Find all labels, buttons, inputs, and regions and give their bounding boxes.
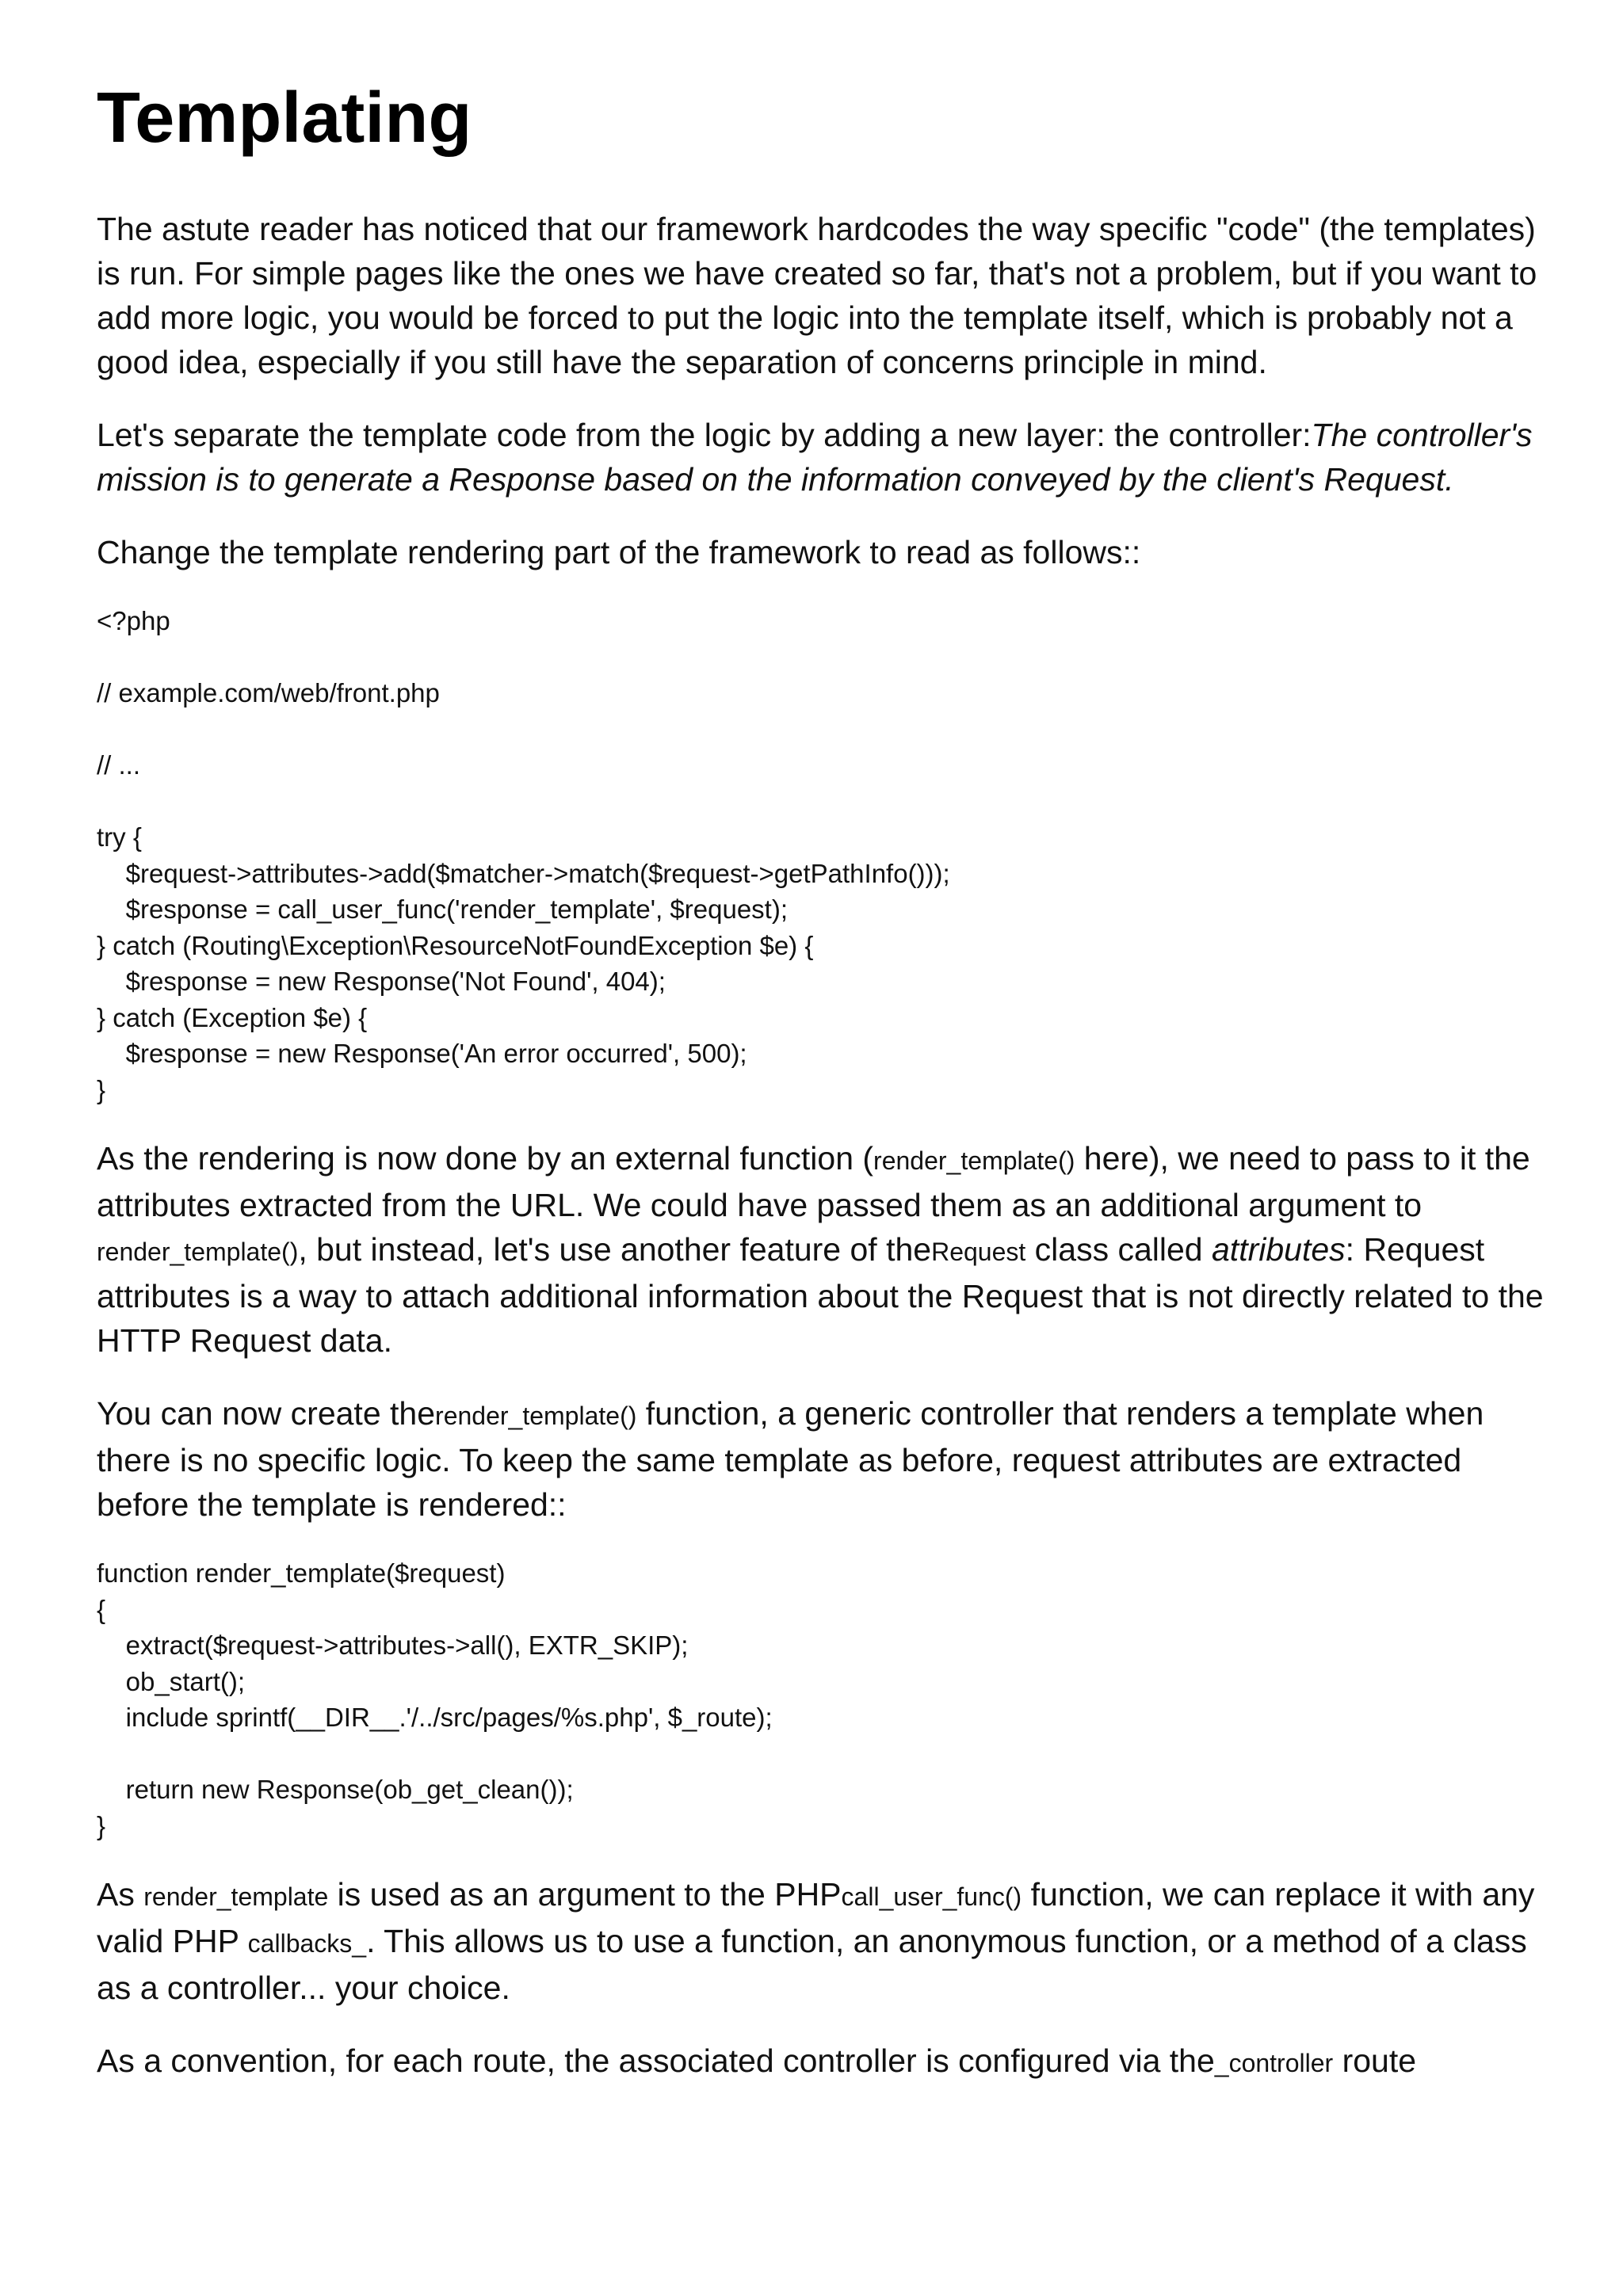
intro-paragraph: The astute reader has noticed that our framework hardcodes the way specific "code" (the templates) is run. For simple pages like the ones we have created so far, that's not a problem, but if you want to add more logic, you would be forced to put the logic into the template itself, which is probably not a good idea, especially if you still have the separation of concerns principle in mind. bbox=[97, 211, 1537, 380]
inline-code: render_template() bbox=[873, 1146, 1075, 1175]
text-run: As the rendering is now done by an external function ( bbox=[97, 1140, 874, 1177]
render-template-code-block bbox=[97, 1555, 1547, 1844]
inline-code: render_template bbox=[143, 1882, 329, 1911]
code-line: // ... bbox=[97, 750, 141, 780]
page-title: Templating bbox=[97, 78, 472, 158]
code-line: $request->attributes->add($matcher->match($request->getPathInfo())); bbox=[97, 858, 950, 888]
code-line: function render_template($request) bbox=[97, 1558, 506, 1588]
text-run: is used as an argument to the PHP bbox=[328, 1876, 842, 1913]
code-line: } bbox=[97, 1074, 106, 1104]
code-line: try { bbox=[97, 822, 142, 852]
inline-code: render_template() bbox=[97, 1238, 299, 1266]
code-line: } catch (Routing\Exception\ResourceNotFoundException $e) { bbox=[97, 930, 814, 960]
convention-paragraph bbox=[97, 2039, 1547, 2085]
code-line: return new Response(ob_get_clean()); bbox=[97, 1775, 574, 1804]
text-run: function, a generic controller that renders a template when there is no specific logic. To keep the same template as before, request attributes are extracted before the template is rendered:: bbox=[97, 1395, 1484, 1523]
code-line: <?php bbox=[97, 606, 170, 635]
front-controller-code-block bbox=[97, 603, 1547, 1108]
render-template-paragraph bbox=[97, 1391, 1547, 1527]
code-line: include sprintf(__DIR__.'/../src/pages/%s.php', $_route); bbox=[97, 1703, 773, 1732]
code-line: extract($request->attributes->all(), EXTR_SKIP); bbox=[97, 1630, 689, 1660]
code-line: } bbox=[97, 1810, 106, 1840]
attributes-paragraph bbox=[97, 1136, 1547, 1363]
inline-code: _controller bbox=[1214, 2049, 1334, 2077]
code-line: $response = new Response('Not Found', 404); bbox=[97, 967, 666, 996]
change-instruction-paragraph: Change the template rendering part of the framework to read as follows:: bbox=[97, 534, 1141, 570]
text-run: function, we can replace it with any valid PHP bbox=[97, 1876, 1535, 1959]
code-line: { bbox=[97, 1594, 106, 1624]
text-run: As a convention, for each route, the associated controller is configured via the bbox=[97, 2042, 1215, 2079]
controller-paragraph bbox=[97, 413, 1547, 502]
inline-code: call_user_func() bbox=[841, 1882, 1022, 1911]
code-line: ob_start(); bbox=[97, 1666, 246, 1696]
controller-definition: The controller's mission is to generate a Response based on the information conveyed by the client's Request. bbox=[97, 417, 1533, 498]
inline-code: render_template() bbox=[435, 1402, 637, 1430]
code-line bbox=[97, 1736, 1547, 1772]
callback-paragraph bbox=[97, 1872, 1547, 2010]
text-run: You can now create the bbox=[97, 1395, 436, 1432]
text-run: class called bbox=[1025, 1231, 1212, 1268]
code-line bbox=[97, 711, 1547, 748]
emphasis-attributes: attributes bbox=[1212, 1231, 1346, 1268]
inline-code: Request bbox=[931, 1238, 1026, 1266]
code-line: // example.com/web/front.php bbox=[97, 678, 440, 707]
text-run: : Request attributes is a way to attach additional information about the Request that is not directly related to the HTTP Request data. bbox=[97, 1231, 1544, 1359]
code-line: $response = call_user_func('render_template', $request); bbox=[97, 894, 789, 924]
text-run: route bbox=[1333, 2042, 1417, 2079]
inline-code: callbacks_ bbox=[247, 1929, 367, 1958]
text-run: As bbox=[97, 1876, 144, 1913]
document-page bbox=[97, 79, 1547, 2114]
controller-text: Let's separate the template code from the logic by adding a new layer: the controller: bbox=[97, 417, 1312, 453]
text-run: , but instead, let's use another feature of the bbox=[298, 1231, 932, 1268]
code-line bbox=[97, 784, 1547, 820]
text-run: here), we need to pass to it the attributes extracted from the URL. We could have passed them as an additional argument to bbox=[97, 1140, 1530, 1223]
code-line: } catch (Exception $e) { bbox=[97, 1002, 368, 1032]
code-line bbox=[97, 639, 1547, 676]
code-line: $response = new Response('An error occurred', 500); bbox=[97, 1039, 747, 1068]
text-run: . This allows us to use a function, an anonymous function, or a method of a class as a controller... your choice. bbox=[97, 1923, 1527, 2006]
